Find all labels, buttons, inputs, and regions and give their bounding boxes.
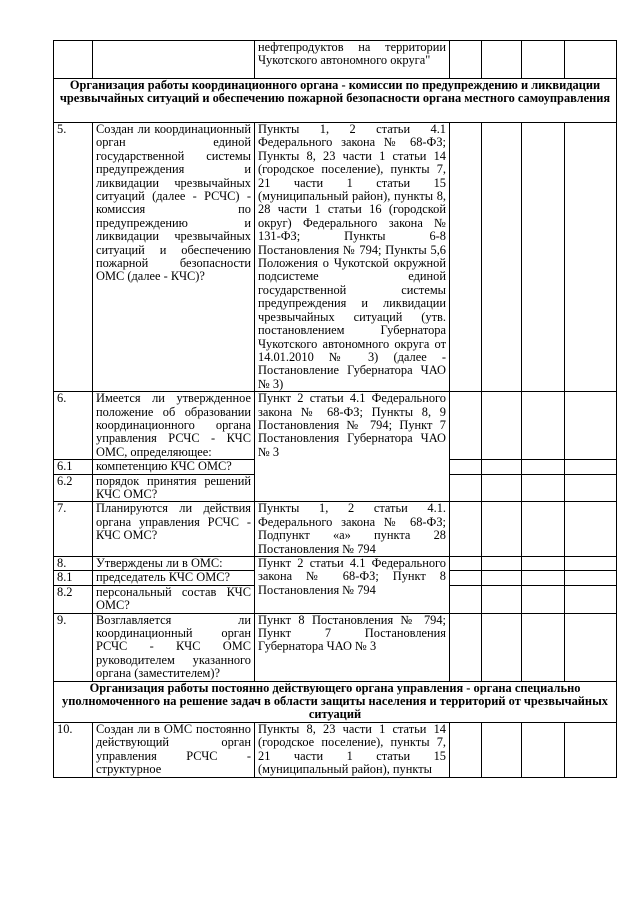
answer-cell-yes: [450, 585, 482, 613]
row-number: 6.2: [54, 474, 93, 502]
legal-reference-cell: Пункт 2 статьи 4.1 Федерального закона № 68-ФЗ; Пункты 8, 9 Постановления № 794; Пункт 7 Постановления Губернатора ЧАО № 3: [255, 392, 450, 502]
answer-cell-no: [482, 722, 522, 777]
question-cell: порядок принятия решений КЧС ОМС?: [93, 474, 255, 502]
answer-cell-yes: [450, 502, 482, 557]
answer-cell-yes: [450, 613, 482, 681]
legal-reference-cell: Пункт 2 статьи 4.1 Федерального закона № 68-ФЗ; Пункт 8 Постановления № 794: [255, 557, 450, 614]
table-row: [54, 722, 617, 777]
table-row: [54, 613, 617, 681]
answer-cell-yes: [450, 41, 482, 79]
section-heading: Организация работы постоянно действующего органа управления - органа специально уполномоченного на решение задач в области защиты населения и территорий от чрезвычайных ситуаций: [54, 681, 617, 722]
answer-cell-no: [482, 613, 522, 681]
answer-cell-yes: [450, 474, 482, 502]
note-cell: [565, 557, 617, 571]
question-cell: Возглавляется ли координационный орган РСЧС - КЧС ОМС руководителем указанного органа (заместителем)?: [93, 613, 255, 681]
answer-cell-no: [482, 474, 522, 502]
answer-cell-na: [522, 613, 565, 681]
answer-cell-no: [482, 502, 522, 557]
answer-cell-no: [482, 557, 522, 571]
row-number: 8.2: [54, 585, 93, 613]
answer-cell-na: [522, 41, 565, 79]
section-heading-row: [54, 79, 617, 123]
note-cell: [565, 460, 617, 474]
answer-cell-na: [522, 123, 565, 392]
question-cell: Создан ли в ОМС постоянно действующий орган управления РСЧС - структурное: [93, 722, 255, 777]
answer-cell-na: [522, 474, 565, 502]
question-cell: персональный состав КЧС ОМС?: [93, 585, 255, 613]
answer-cell-yes: [450, 722, 482, 777]
checklist-table: [53, 40, 617, 778]
question-cell: [93, 41, 255, 79]
answer-cell-na: [522, 571, 565, 585]
table-row: [54, 123, 617, 392]
answer-cell-na: [522, 557, 565, 571]
answer-cell-yes: [450, 123, 482, 392]
question-cell: Планируются ли действия органа управления РСЧС - КЧС ОМС?: [93, 502, 255, 557]
section-heading-row: [54, 681, 617, 722]
legal-reference-cell: нефтепродуктов на территории Чукотского автономного округа": [255, 41, 450, 79]
legal-reference-cell: Пункты 1, 2 статьи 4.1 Федерального закона № 68-ФЗ; Пункты 8, 23 части 1 статьи 14 (городское поселение), пункты 7, 21 части 1 статьи 15 (муниципальный район), пункты 8, 28 части 1 статьи 16 (городской округ) Федерального закона № 131-ФЗ; Пункты 6-8 Постановления № 794; Пункты 5,6 Положения о Чукотской окружной подсистеме единой государственной системы предупреждения и ликвидации чрезвычайных ситуаций (утв. постановлением Губернатора Чукотского автономного округа от 14.01.2010 № 3) (далее - Постановление Губернатора ЧАО № 3): [255, 123, 450, 392]
legal-reference-cell: Пункт 8 Постановления № 794; Пункт 7 Постановления Губернатора ЧАО № 3: [255, 613, 450, 681]
row-number: 6.1: [54, 460, 93, 474]
table-row: [54, 41, 617, 79]
table-row: [54, 502, 617, 557]
row-number: 9.: [54, 613, 93, 681]
answer-cell-na: [522, 585, 565, 613]
answer-cell-yes: [450, 571, 482, 585]
row-number: 8.1: [54, 571, 93, 585]
answer-cell-no: [482, 392, 522, 460]
answer-cell-no: [482, 41, 522, 79]
note-cell: [565, 392, 617, 460]
answer-cell-no: [482, 123, 522, 392]
answer-cell-na: [522, 460, 565, 474]
answer-cell-yes: [450, 392, 482, 460]
question-cell: Имеется ли утвержденное положение об образовании координационного органа управления РСЧС - КЧС ОМС, определяющее:: [93, 392, 255, 460]
row-number: 7.: [54, 502, 93, 557]
note-cell: [565, 585, 617, 613]
legal-reference-cell: Пункты 1, 2 статьи 4.1. Федерального закона № 68-ФЗ; Подпункт «а» пункта 28 Постановления № 794: [255, 502, 450, 557]
question-cell: Утверждены ли в ОМС:: [93, 557, 255, 571]
legal-reference-cell: Пункты 8, 23 части 1 статьи 14 (городское поселение), пункты 7, 21 части 1 статьи 15 (муниципальный район), пункты: [255, 722, 450, 777]
row-number: [54, 41, 93, 79]
note-cell: [565, 502, 617, 557]
answer-cell-na: [522, 502, 565, 557]
note-cell: [565, 571, 617, 585]
document-page: [53, 40, 617, 778]
answer-cell-yes: [450, 460, 482, 474]
note-cell: [565, 123, 617, 392]
section-heading: Организация работы координационного органа - комиссии по предупреждению и ликвидации чрезвычайных ситуаций и обеспечению пожарной безопасности органа местного самоуправления: [54, 79, 617, 123]
row-number: 10.: [54, 722, 93, 777]
note-cell: [565, 474, 617, 502]
question-cell: Создан ли координационный орган единой государственной системы предупреждения и ликвидации чрезвычайных ситуаций (далее - РСЧС) - комиссия по предупреждению и ликвидации чрезвычайных ситуаций и обеспечению пожарной безопасности ОМС (далее - КЧС)?: [93, 123, 255, 392]
answer-cell-no: [482, 460, 522, 474]
answer-cell-no: [482, 571, 522, 585]
row-number: 8.: [54, 557, 93, 571]
note-cell: [565, 613, 617, 681]
question-cell: компетенцию КЧС ОМС?: [93, 460, 255, 474]
row-number: 5.: [54, 123, 93, 392]
note-cell: [565, 722, 617, 777]
answer-cell-yes: [450, 557, 482, 571]
answer-cell-na: [522, 392, 565, 460]
answer-cell-no: [482, 585, 522, 613]
row-number: 6.: [54, 392, 93, 460]
note-cell: [565, 41, 617, 79]
answer-cell-na: [522, 722, 565, 777]
table-row: [54, 392, 617, 460]
table-row: [54, 557, 617, 571]
question-cell: председатель КЧС ОМС?: [93, 571, 255, 585]
